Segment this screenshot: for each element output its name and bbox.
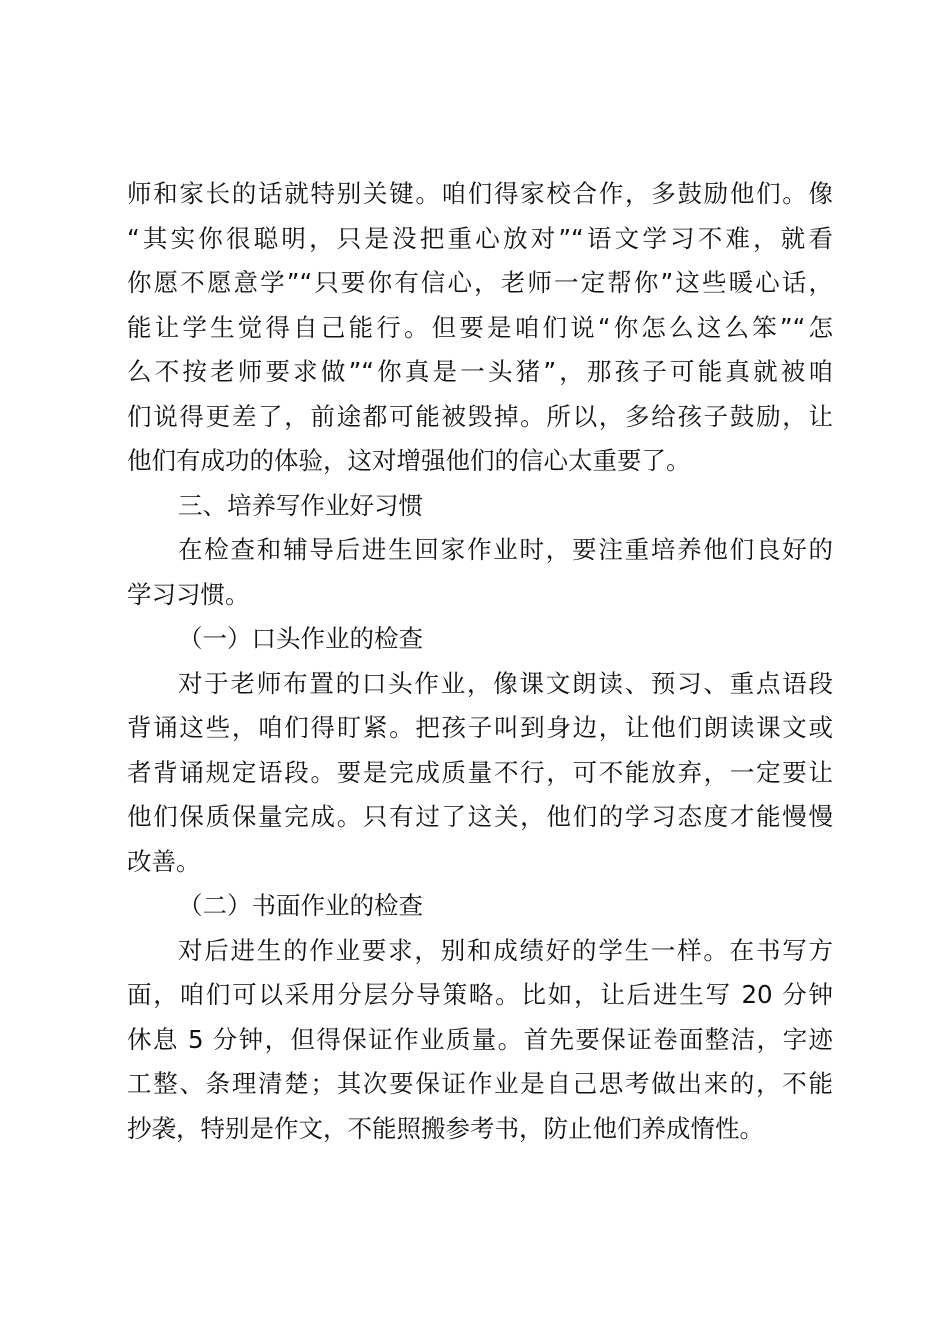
body-text-line: 他们保质保量完成。只有过了这关，他们的学习态度才能慢慢: [127, 802, 833, 831]
body-text-line: 面，咱们可以采用分层分导策略。比如，让后进生写 20 分钟: [127, 980, 833, 1009]
body-text-line: 学习习惯。: [127, 579, 250, 609]
body-text-line: 们说得更差了，前途都可能被毁掉。所以，多给孩子鼓励，让: [127, 401, 833, 431]
body-text-line: 背诵这些，咱们得盯紧。把孩子叫到身边，让他们朗读课文或: [127, 713, 833, 742]
subsection-heading: （一）口头作业的检查: [178, 624, 423, 653]
body-text-line: 者背诵规定语段。要是完成质量不行，可不能放弃，一定要让: [127, 757, 833, 787]
body-text-line: 能让学生觉得自己能行。但要是咱们说“你怎么这么笨”“怎: [127, 312, 833, 342]
body-text-line: 对后进生的作业要求，别和成绩好的学生一样。在书写方: [178, 935, 833, 965]
body-text-line: 工整、条理清楚；其次要保证作业是自己思考做出来的，不能: [127, 1069, 833, 1098]
body-text-line: 休息 5 分钟，但得保证作业质量。首先要保证卷面整洁，字迹: [127, 1024, 833, 1054]
body-text-line: 师和家长的话就特别关键。咱们得家校合作，多鼓励他们。像: [127, 179, 833, 208]
body-text-line: 对于老师布置的口头作业，像课文朗读、预习、重点语段: [178, 668, 833, 698]
body-text-line: 改善。: [127, 846, 201, 876]
body-text-line: 么不按老师要求做”“你真是一头猪”，那孩子可能真就被咱: [127, 357, 833, 386]
body-text-line: 在检查和辅导后进生回家作业时，要注重培养他们良好的: [178, 535, 833, 564]
section-heading: 三、培养写作业好习惯: [178, 490, 423, 520]
body-text-line: “其实你很聪明，只是没把重心放对”“语文学习不难，就看: [127, 223, 833, 253]
subsection-heading: （二）书面作业的检查: [178, 891, 423, 920]
body-text-line: 抄袭，特别是作文，不能照搬参考书，防止他们养成惰性。: [127, 1113, 764, 1143]
document-body: [127, 172, 833, 1151]
body-text-line: 他们有成功的体验，这对增强他们的信心太重要了。: [127, 446, 691, 475]
body-text-line: 你愿不愿意学”“只要你有信心，老师一定帮你”这些暖心话，: [127, 268, 833, 297]
